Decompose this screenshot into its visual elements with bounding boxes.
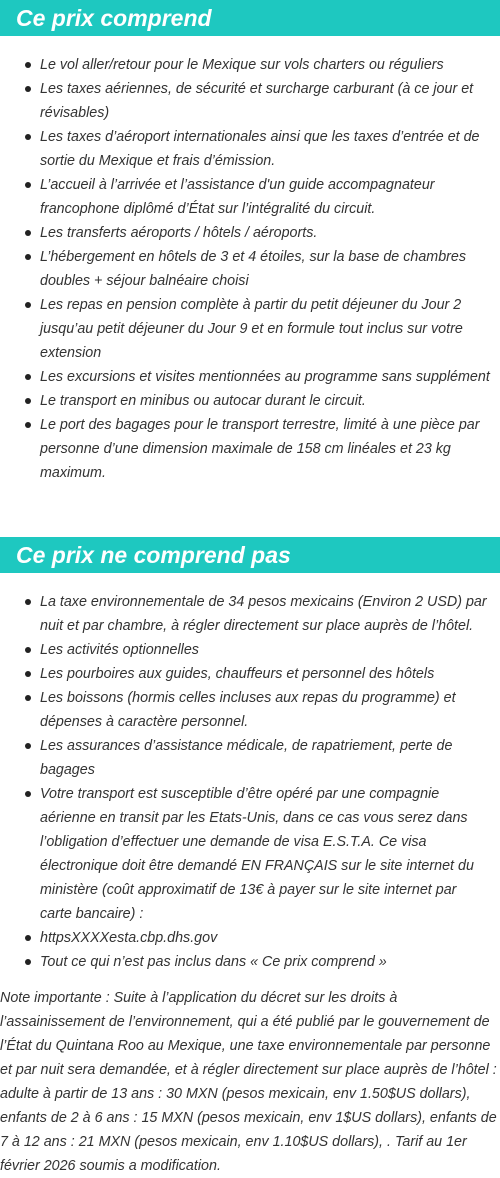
bullet-icon [25,374,31,380]
list-item [0,125,500,173]
list-item-text: Les boissons (hormis celles incluses aux repas du programme) et dépenses à caractère personnel. [40,690,456,730]
list-item [0,638,500,662]
list-item-text: L’accueil à l’arrivée et l’assistance d'un guide accompagnateur francophone diplômé d’État sur l’intégralité du circuit. [40,177,435,217]
list-item-text: Tout ce qui n’est pas inclus dans « Ce prix comprend » [40,954,387,970]
includes-section [0,0,500,485]
list-item-text: Les activités optionnelles [40,642,199,658]
bullet-icon [25,230,31,236]
list-item-text: La taxe environnementale de 34 pesos mexicains (Environ 2 USD) par nuit et par chambre, à régler directement sur place auprès de l’hôtel. [40,594,487,634]
bullet-icon [25,671,31,677]
list-item [0,662,500,686]
list-item [0,53,500,77]
includes-title: Ce prix comprend [0,0,500,36]
bullet-icon [25,254,31,260]
bullet-icon [25,647,31,653]
bullet-icon [25,398,31,404]
bullet-icon [25,422,31,428]
list-item [0,77,500,125]
bullet-icon [25,695,31,701]
bullet-icon [25,134,31,140]
bullet-icon [25,959,31,965]
list-item [0,365,500,389]
bullet-icon [25,599,31,605]
list-item-text: Les transferts aéroports / hôtels / aéroports. [40,225,318,241]
list-item-text: Le vol aller/retour pour le Mexique sur vols charters ou réguliers [40,57,444,73]
bullet-icon [25,302,31,308]
list-item [0,389,500,413]
includes-list [0,53,500,485]
list-item-text: Le transport en minibus ou autocar durant le circuit. [40,393,366,409]
list-item [0,245,500,293]
list-item [0,173,500,221]
list-item [0,686,500,734]
bullet-icon [25,743,31,749]
list-item-text: Le port des bagages pour le transport terrestre, limité à une pièce par personne d’une dimension maximale de 158 cm linéales et 23 kg maximum. [40,417,480,481]
list-item [0,413,500,485]
list-item-text: L’hébergement en hôtels de 3 et 4 étoiles, sur la base de chambres doubles + séjour balnéaire choisi [40,249,467,289]
list-item-text: Les excursions et visites mentionnées au programme sans supplément [40,369,490,385]
bullet-icon [25,182,31,188]
list-item-text: Votre transport est susceptible d’être opéré par une compagnie aérienne en transit par les Etats-Unis, dans ce cas vous serez dans l’obligation d’effectuer une demande de visa E.S.T.A. Ce visa électronique doit être demandé EN FRANÇAIS sur le site internet du ministère (coût approximatif de 13€ à payer sur le site internet par carte bancaire) : [40,786,474,922]
excludes-section [0,537,500,974]
bullet-icon [25,791,31,797]
esta-link[interactable]: httpsXXXXesta.cbp.dhs.gov [40,930,218,946]
bullet-icon [25,62,31,68]
list-item-text: Les pourboires aux guides, chauffeurs et personnel des hôtels [40,666,435,682]
excludes-title: Ce prix ne comprend pas [0,537,500,573]
bullet-icon [25,86,31,92]
list-item-text: Les taxes d’aéroport internationales ainsi que les taxes d’entrée et de sortie du Mexique et frais d’émission. [40,129,480,169]
list-item [0,950,500,974]
list-item [0,221,500,245]
list-item-text: Les repas en pension complète à partir du petit déjeuner du Jour 2 jusqu’au petit déjeuner du Jour 9 et en formule tout inclus sur votre extension [40,297,463,361]
list-item [0,734,500,782]
list-item-text: Les taxes aériennes, de sécurité et surcharge carburant (à ce jour et révisables) [40,81,474,121]
list-item-text: Les assurances d’assistance médicale, de rapatriement, perte de bagages [40,738,453,778]
important-note: Note importante : Suite à l’application du décret sur les droits à l’assainissement de l’environnement, qui a été publié par le gouvernement de l’État du Quintana Roo au Mexique, une taxe environnementale par personne et par nuit sera demandée, et à régler directement sur place auprès de l’hôtel : adulte à partir de 13 ans : 30 MXN (pesos mexicain, env 1.50$US dollars), enfants de 2 à 6 ans : 15 MXN (pesos mexicain, env 1$US dollars), enfants de 7 à 12 ans : 21 MXN (pesos mexicain, env 1.10$US dollars), . Tarif au 1er février 2026 soumis a modification. [0,990,497,1174]
list-item [0,926,500,950]
list-item [0,782,500,926]
excludes-list [0,590,500,974]
list-item [0,293,500,365]
list-item [0,590,500,638]
bullet-icon [25,935,31,941]
